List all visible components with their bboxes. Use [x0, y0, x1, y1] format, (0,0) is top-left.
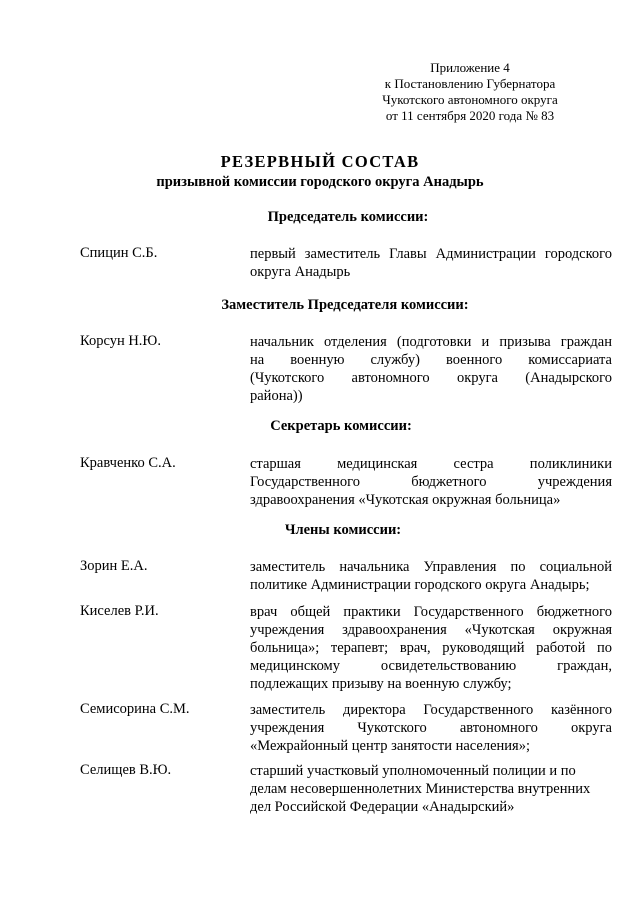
person-name: Спицин С.Б.: [80, 245, 158, 261]
person-name: Кравченко С.А.: [80, 455, 176, 471]
description-line: медицинскому освидетельствованию граждан,: [250, 658, 612, 674]
document-title: РЕЗЕРВНЫЙ СОСТАВ: [220, 152, 420, 171]
appendix-line: Приложение 4: [430, 60, 510, 75]
person-description: [250, 558, 612, 594]
person-name: Селищев В.Ю.: [80, 762, 172, 778]
description-line: округа Анадырь: [250, 264, 351, 280]
description-line: подлежащих призыву на военную службу;: [250, 676, 512, 692]
description-line: начальник отделения (подготовки и призыва граждан: [250, 334, 612, 350]
description-line: района)): [250, 388, 303, 404]
person-description: [250, 333, 612, 405]
section-heading-chairman: Председатель комиссии:: [267, 209, 429, 225]
description-line: заместитель начальника Управления по социальной: [250, 559, 612, 575]
description-line: делам несовершеннолетних Министерства внутренних: [250, 781, 591, 797]
section-heading-members: Члены комиссии:: [284, 522, 402, 538]
description-line: на военную службу) военного комиссариата: [250, 352, 612, 368]
person-description: [250, 245, 612, 281]
person-name: Зорин Е.А.: [80, 558, 148, 574]
document-subtitle: призывной комиссии городского округа Анадырь: [156, 174, 484, 190]
description-line: учреждения здравоохранения «Чукотская окружная: [250, 622, 612, 638]
appendix-header: [370, 60, 570, 124]
person-name: Семисорина С.М.: [80, 701, 190, 717]
appendix-line: к Постановлению Губернатора: [384, 76, 556, 91]
description-line: больница»; терапевт; врач, руководящий работой по: [250, 640, 612, 656]
person-description: [250, 701, 612, 755]
description-line: Государственного бюджетного учреждения: [250, 474, 612, 490]
description-line: учреждения Чукотского автономного округа: [250, 720, 612, 736]
person-name: Киселев Р.И.: [80, 603, 159, 619]
description-line: здравоохранения «Чукотская окружная больница»: [250, 492, 561, 508]
description-line: старшая медицинская сестра поликлиники: [250, 456, 612, 472]
person-description: [250, 762, 612, 816]
section-heading-deputy: Заместитель Председателя комиссии:: [221, 297, 469, 313]
description-line: (Чукотского автономного округа (Анадырского: [250, 370, 612, 386]
appendix-line: от 11 сентября 2020 года № 83: [385, 108, 555, 123]
description-line: дел Российской Федерации «Анадырский»: [250, 799, 515, 815]
description-line: врач общей практики Государственного бюджетного: [250, 604, 612, 620]
section-heading-secretary: Секретарь комиссии:: [270, 418, 412, 434]
person-name: Корсун Н.Ю.: [80, 333, 161, 349]
description-line: «Межрайонный центр занятости населения»;: [250, 738, 530, 754]
description-line: политике Администрации городского округа Анадырь;: [250, 577, 590, 593]
person-description: [250, 455, 612, 509]
person-description: [250, 603, 612, 693]
appendix-line: Чукотского автономного округа: [382, 92, 558, 107]
description-line: старший участковый уполномоченный полиции и по: [250, 763, 576, 779]
description-line: первый заместитель Главы Администрации городского: [250, 246, 612, 262]
description-line: заместитель директора Государственного казённого: [250, 702, 612, 718]
